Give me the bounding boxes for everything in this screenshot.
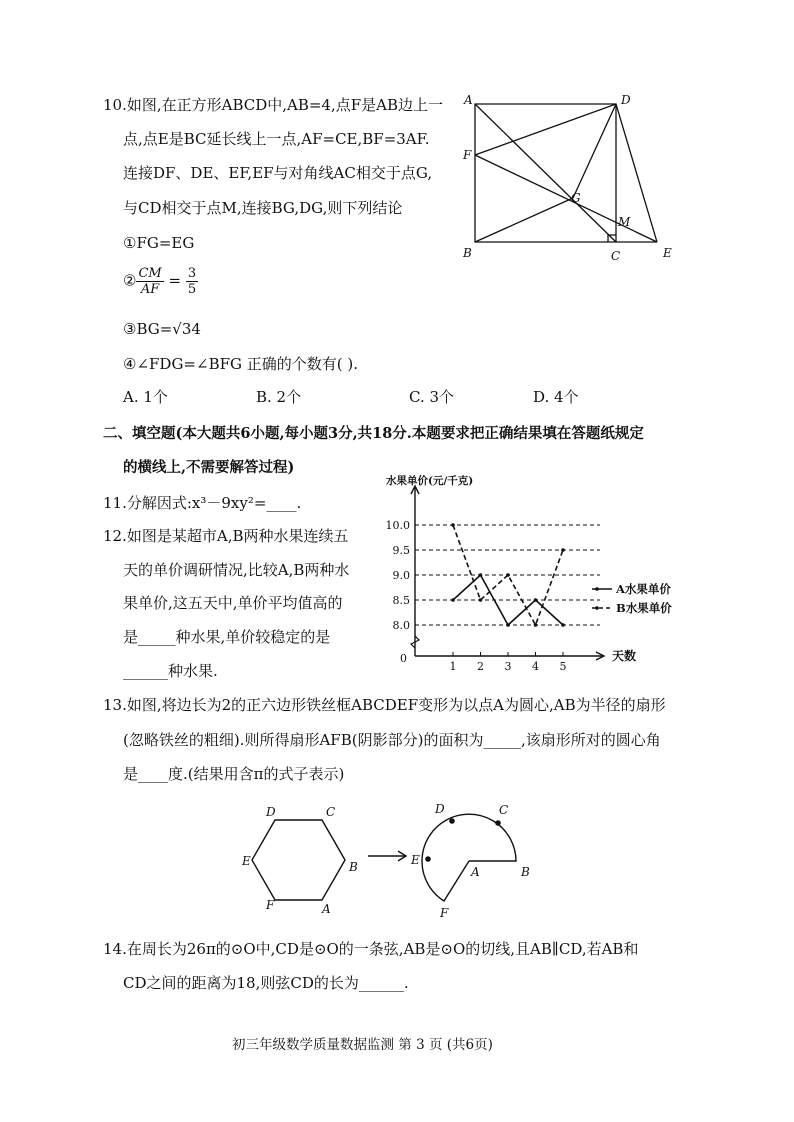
- q13-hexagon-figure: [240, 800, 550, 925]
- hex-label-d: D: [266, 805, 276, 819]
- q13-line-1: 13.如图,将边长为2的正六边形铁丝框ABCDEF变形为以点A为圆心,AB为半径的扇形: [103, 696, 666, 714]
- sector-label-d: D: [435, 802, 445, 816]
- legend-label-b: B水果单价: [616, 601, 672, 615]
- label-d: D: [621, 93, 631, 107]
- q10-line-2: 点,点E是BC延长线上一点,AF=CE,BF=3AF.: [123, 130, 430, 148]
- q10-line-3: 连接DF、DE、EF,EF与对角线AC相交于点G,: [123, 164, 433, 182]
- q13-line-2: (忽略铁丝的粗细).则所得扇形AFB(阴影部分)的面积为_____,该扇形所对的圆心角: [123, 731, 661, 749]
- section2-heading-line-1: 二、填空题(本大题共6小题,每小题3分,共18分.本题要求把正确结果填在答题纸规定: [103, 425, 644, 442]
- label-e: E: [663, 246, 672, 260]
- page-footer: 初三年级数学质量数据监测 第 3 页 (共6页): [232, 1037, 493, 1053]
- q14-line-2: CD之间的距离为18,则弦CD的长为______.: [123, 974, 409, 992]
- x-tick-label: 5: [559, 660, 567, 673]
- fruit-price-chart: [380, 470, 690, 675]
- sector-afb: [422, 814, 516, 901]
- series-b-point: [479, 598, 483, 602]
- q10-frac-den: AF: [140, 282, 160, 297]
- q11-text: 11.分解因式:x³－9xy²=____.: [103, 494, 302, 512]
- q10-choice-2-ratio: [186, 266, 198, 297]
- q10-option-b: B. 2个: [256, 388, 302, 406]
- y-tick-label: 10.0: [385, 519, 410, 532]
- sector-point-c: [495, 820, 501, 826]
- series-b-point: [561, 548, 565, 552]
- hex-label-b: B: [349, 860, 358, 874]
- y-axis-label: 水果单价(元/千克): [386, 475, 474, 487]
- q10-choice-1: ①FG=EG: [123, 234, 195, 252]
- sector-point-d: [449, 818, 455, 824]
- q10-choice-4: ④∠FDG=∠BFG 正确的个数有( ).: [123, 355, 358, 373]
- sector-label-e: E: [411, 853, 420, 867]
- segment-df: [475, 104, 616, 155]
- x-tick-label: 3: [504, 660, 512, 673]
- q10-ratio-num: 3: [187, 266, 197, 281]
- q10-choice-2-prefix: ②: [123, 271, 137, 290]
- q10-line-1: 10.如图,在正方形ABCD中,AB=4,点F是AB边上一: [103, 96, 444, 114]
- hex-label-f: F: [266, 898, 275, 912]
- diagonal-ac: [475, 104, 616, 242]
- q12-line-2: 天的单价调研情况,比较A,B两种水: [123, 561, 350, 579]
- series-a-point: [506, 623, 510, 627]
- regular-hexagon: [252, 820, 345, 900]
- legend-label-a: A水果单价: [616, 582, 671, 596]
- label-c: C: [611, 249, 621, 263]
- label-g: G: [571, 191, 581, 205]
- q10-option-a: A. 1个: [123, 388, 168, 406]
- series-b-point: [534, 623, 538, 627]
- sector-point-e: [425, 856, 431, 862]
- q10-option-d: D. 4个: [533, 388, 579, 406]
- series-a-point: [561, 623, 565, 627]
- q10-frac-num: CM: [138, 266, 162, 281]
- segment-bg: [475, 198, 573, 242]
- label-m: M: [618, 215, 631, 229]
- q10-square-figure: [455, 90, 685, 270]
- sector-label-a: A: [471, 865, 480, 879]
- hex-label-c: C: [326, 805, 336, 819]
- sector-label-b: B: [521, 865, 530, 879]
- label-b: B: [463, 246, 472, 260]
- q12-line-5: ______种水果.: [123, 662, 218, 680]
- series-b-point: [506, 573, 510, 577]
- q12-line-4: 是_____种水果,单价较稳定的是: [123, 628, 331, 646]
- y-tick-label: 8.0: [392, 619, 410, 632]
- x-tick-label: 1: [449, 660, 457, 673]
- q10-choice-3: ③BG=√34: [123, 320, 201, 338]
- hex-label-e: E: [242, 854, 251, 868]
- hex-label-a: A: [322, 902, 331, 916]
- section2-heading-line-2: 的横线上,不需要解答过程): [123, 459, 295, 476]
- sector-label-c: C: [499, 803, 509, 817]
- y-tick-label: 8.5: [392, 594, 410, 607]
- series-b-point: [451, 523, 455, 527]
- q10-choice-2-fraction: [136, 266, 163, 297]
- legend-marker-a: [595, 587, 599, 591]
- legend-marker-b: [595, 606, 599, 610]
- y-tick-label: 9.5: [392, 544, 410, 557]
- q10-ratio-den: 5: [187, 282, 197, 297]
- q10-choice-2-eq: =: [168, 271, 182, 290]
- series-a-point: [479, 573, 483, 577]
- y-tick-label: 9.0: [392, 569, 410, 582]
- series-a-point: [534, 598, 538, 602]
- sector-label-f: F: [440, 906, 449, 920]
- q13-line-3: 是____度.(结果用含π的式子表示): [123, 765, 345, 783]
- series-a-point: [451, 598, 455, 602]
- q14-line-1: 14.在周长为26π的⊙O中,CD是⊙O的一条弦,AB是⊙O的切线,且AB∥CD,若AB和: [103, 940, 639, 958]
- q10-option-c: C. 3个: [409, 388, 455, 406]
- x-tick-label: 2: [477, 660, 484, 673]
- q12-line-3: 果单价,这五天中,单价平均值高的: [123, 594, 343, 612]
- q10-choice-2: [123, 266, 198, 297]
- origin-label: 0: [400, 652, 407, 665]
- label-a: A: [464, 93, 473, 107]
- label-f: F: [463, 148, 472, 162]
- q12-line-1: 12.如图是某超市A,B两种水果连续五: [103, 527, 349, 545]
- segment-dg: [573, 104, 616, 198]
- x-tick-label: 4: [532, 660, 539, 673]
- x-axis-label: 天数: [612, 649, 637, 663]
- q10-line-4: 与CD相交于点M,连接BG,DG,则下列结论: [123, 199, 403, 217]
